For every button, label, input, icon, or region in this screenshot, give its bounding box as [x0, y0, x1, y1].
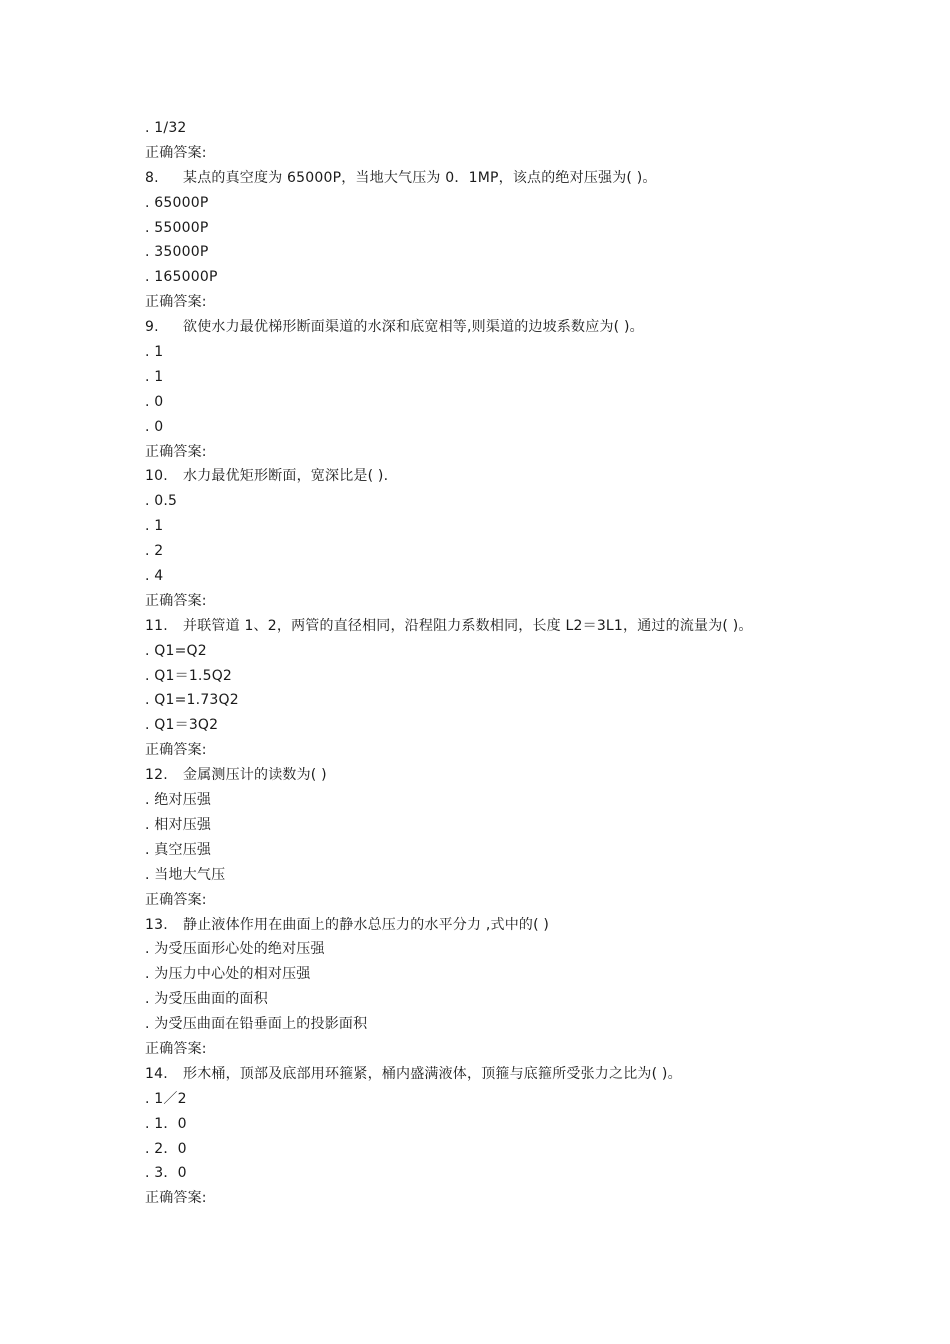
- question-12: [145, 763, 825, 788]
- option-text: . Q1=Q2: [145, 642, 207, 659]
- option-text: . 相对压强: [145, 816, 212, 833]
- option-text: . 绝对压强: [145, 792, 212, 809]
- option-text: . 1: [145, 518, 164, 535]
- question-text: 水力最优矩形断面，宽深比是( ).: [183, 468, 389, 485]
- option-text: . 1．0: [145, 1115, 187, 1132]
- option-text: . 4: [145, 568, 164, 585]
- option-text: . Q1＝3Q2: [145, 717, 219, 734]
- option-text: . 1/32: [145, 120, 187, 136]
- answer-label: 正确答案:: [145, 1190, 207, 1207]
- option-text: . 65000P: [145, 194, 209, 211]
- option-text: . 3．0: [145, 1165, 187, 1182]
- question-13: [145, 913, 825, 938]
- question-text: 金属测压计的读数为( ): [183, 767, 327, 784]
- question-text: 某点的真空度为 65000P，当地大气压为 0．1MP，该点的绝对压强为( )。: [183, 169, 657, 186]
- question-14: [145, 1062, 825, 1087]
- question-number: 12.: [145, 767, 168, 784]
- option-text: . 35000P: [145, 244, 209, 261]
- option-text: . 0: [145, 393, 164, 410]
- question-text: 欲使水力最优梯形断面渠道的水深和底宽相等,则渠道的边坡系数应为( )。: [183, 319, 644, 336]
- option-text: . Q1=1.73Q2: [145, 692, 239, 709]
- answer-label: 正确答案:: [145, 742, 207, 759]
- option-text: . 55000P: [145, 219, 209, 236]
- question-9: [145, 315, 825, 340]
- question-text: 静止液体作用在曲面上的静水总压力的水平分力 ,式中的( ): [183, 916, 550, 933]
- option-text: . 为受压曲面的面积: [145, 991, 268, 1008]
- answer-label: 正确答案:: [145, 294, 207, 311]
- option-text: . 为受压曲面在铅垂面上的投影面积: [145, 1016, 368, 1033]
- question-10: [145, 464, 825, 489]
- option-text: . 真空压强: [145, 841, 212, 858]
- question-number: 8.: [145, 169, 159, 186]
- answer-label: 正确答案:: [145, 592, 207, 609]
- option-text: . 1: [145, 344, 164, 361]
- option-text: . 165000P: [145, 269, 218, 286]
- option-text: . 1／2: [145, 1090, 187, 1107]
- answer-label: 正确答案:: [145, 443, 207, 460]
- option-text: . 当地大气压: [145, 866, 226, 883]
- option-text: . 2．0: [145, 1140, 187, 1157]
- option-text: . 2: [145, 543, 164, 560]
- answer-label: 正确答案:: [145, 891, 207, 908]
- question-number: 11.: [145, 617, 168, 634]
- question-text: 形木桶，顶部及底部用环箍紧，桶内盛满液体，顶箍与底箍所受张力之比为( )。: [183, 1065, 682, 1082]
- question-number: 13.: [145, 916, 168, 933]
- option-text: . 1: [145, 368, 164, 385]
- question-text: 并联管道 1、2，两管的直径相同，沿程阻力系数相同，长度 L2＝3L1，通过的流量为( )。: [183, 617, 753, 634]
- question-8: [145, 166, 825, 191]
- answer-label: 正确答案:: [145, 1040, 207, 1057]
- option-text: . 0: [145, 418, 164, 435]
- question-list: [145, 116, 825, 1211]
- option-text: . 为受压面形心处的绝对压强: [145, 941, 325, 958]
- option-text: . 为压力中心处的相对压强: [145, 966, 311, 983]
- question-number: 10.: [145, 468, 168, 485]
- question-number: 9.: [145, 319, 159, 336]
- answer-label: 正确答案:: [145, 144, 207, 161]
- question-number: 14.: [145, 1065, 168, 1082]
- option-text: . 0.5: [145, 493, 178, 510]
- question-11: [145, 614, 825, 639]
- option-text: . Q1＝1.5Q2: [145, 667, 233, 684]
